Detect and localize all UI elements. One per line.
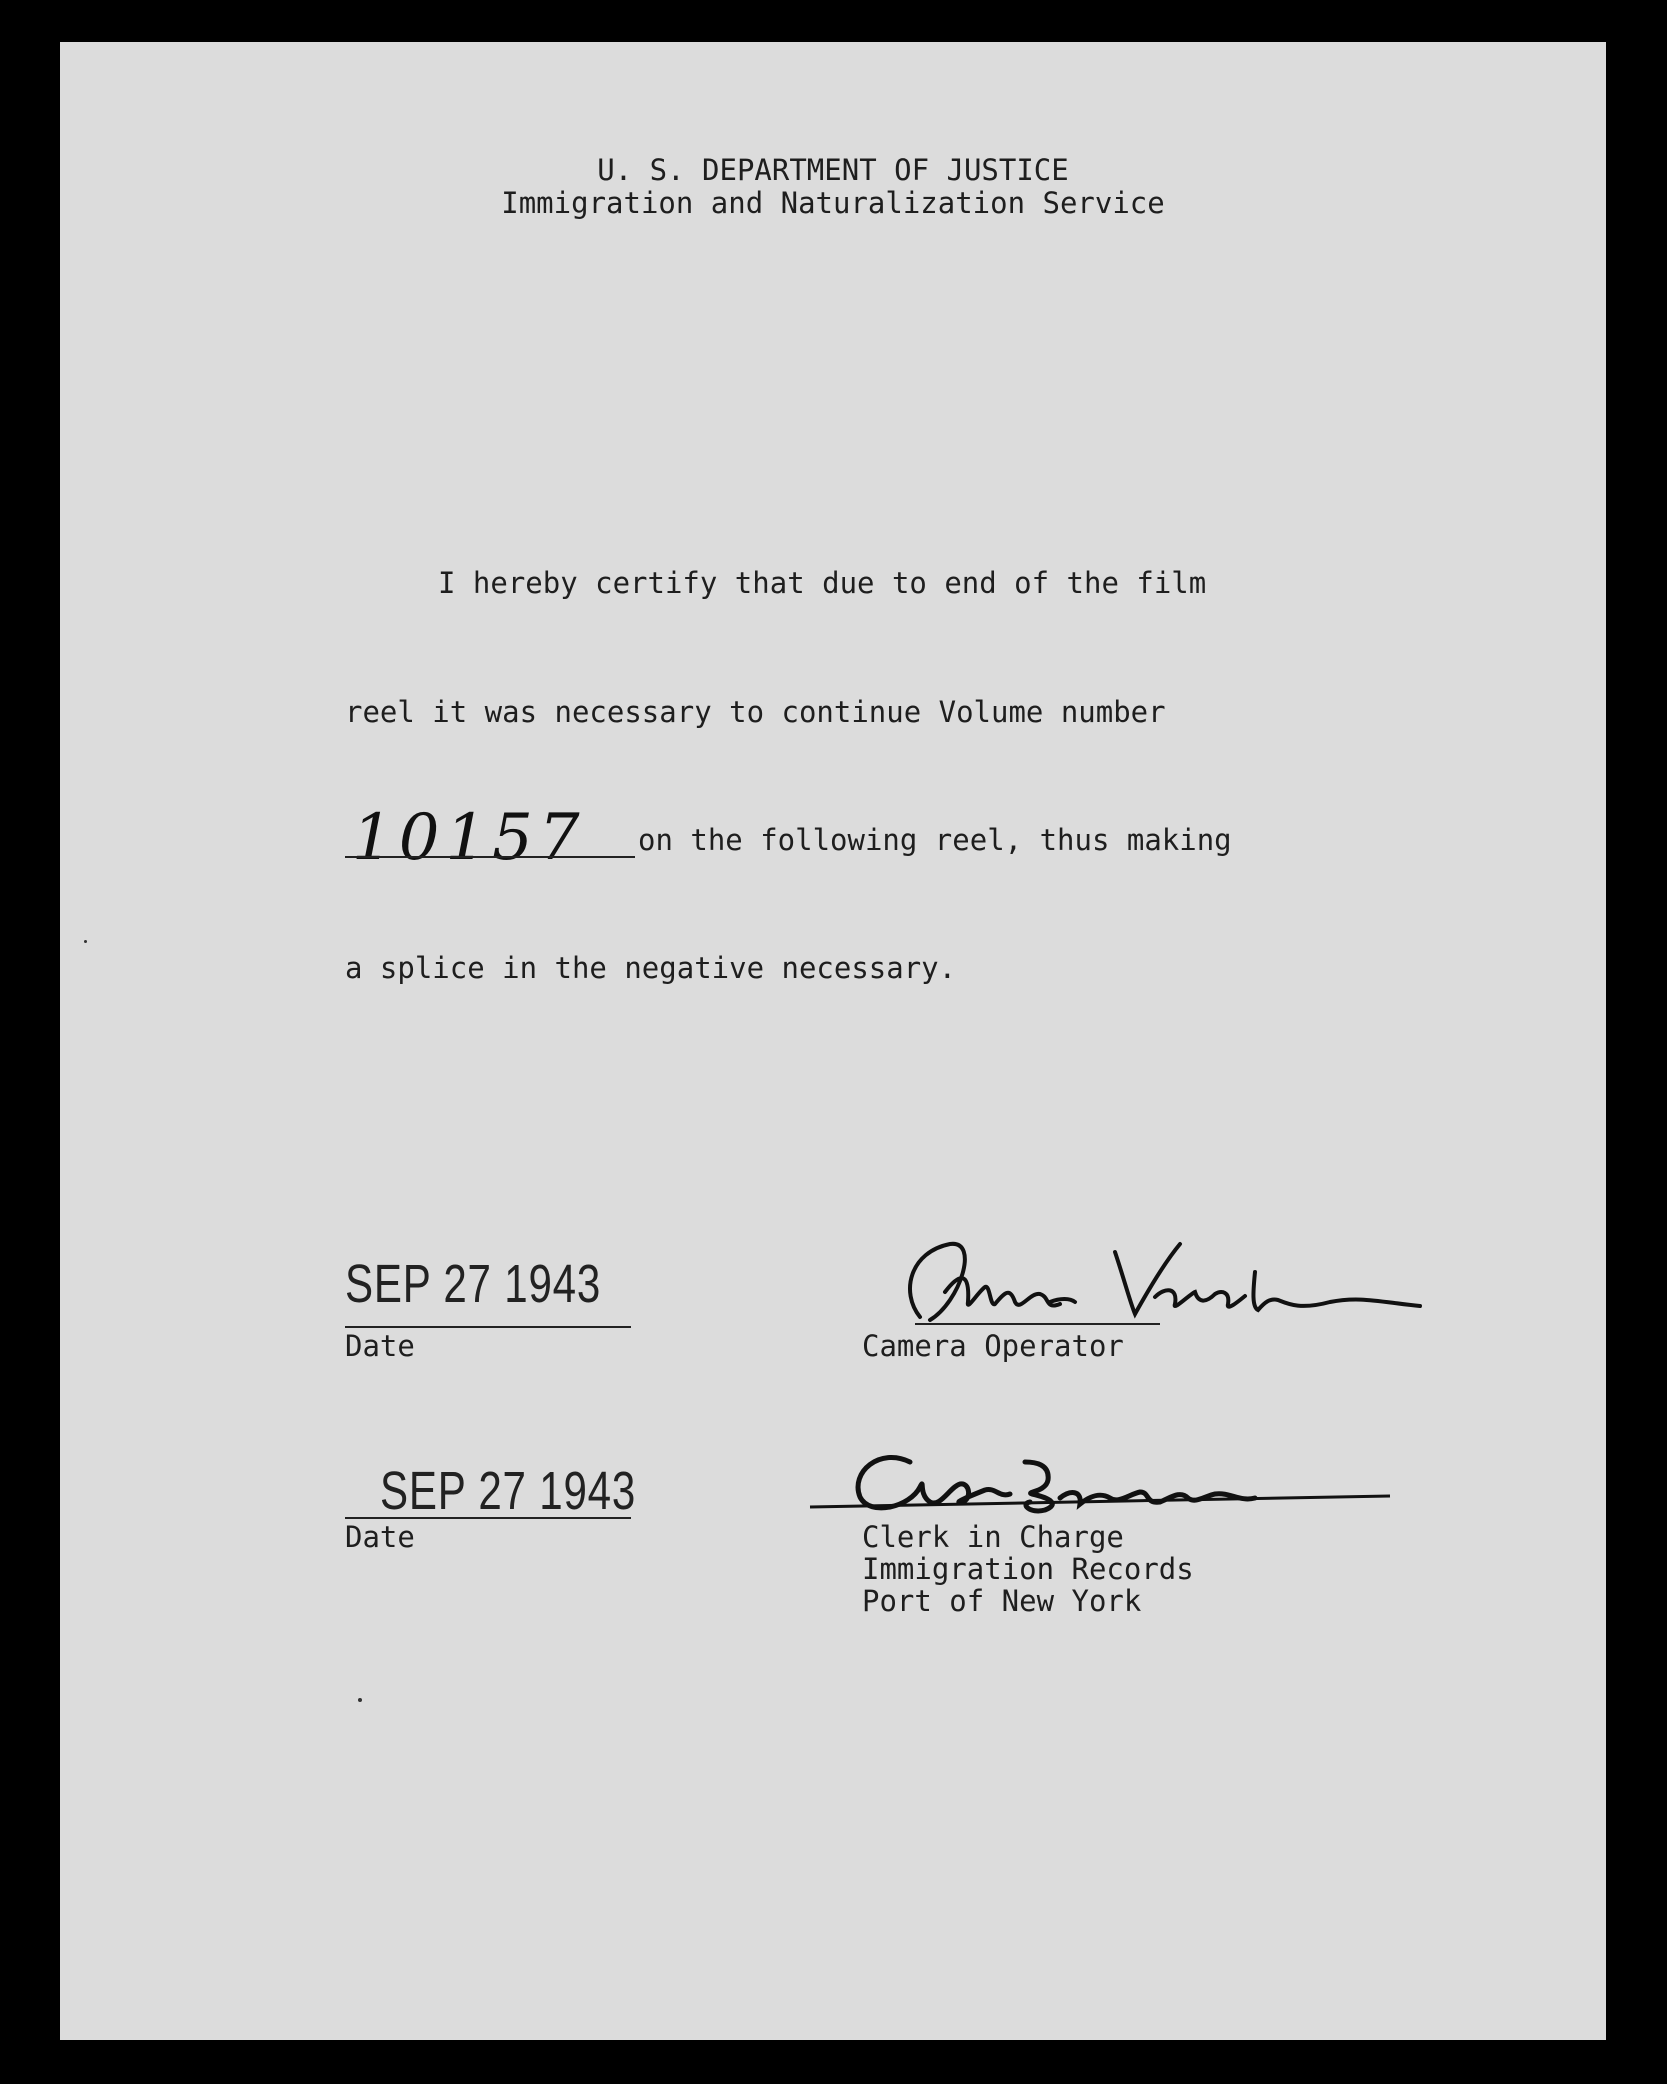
header-service: Immigration and Naturalization Service <box>501 186 1165 220</box>
body-line-1: I hereby certify that due to end of the film <box>438 566 1207 600</box>
clerk-title-1: Clerk in Charge <box>862 1520 1124 1554</box>
date-stamp-2: SEP 27 1943 <box>380 1461 637 1521</box>
date-line-2 <box>345 1517 631 1519</box>
volume-number-handwritten: 10157 <box>352 801 586 875</box>
clerk-title-2: Immigration Records <box>862 1552 1194 1586</box>
body-line-3: on the following reel, thus making <box>638 823 1232 857</box>
date-label-2: Date <box>345 1520 415 1554</box>
body-line-2: reel it was necessary to continue Volume number <box>345 695 1166 729</box>
header-department: U. S. DEPARTMENT OF JUSTICE <box>597 153 1069 187</box>
paper-speck <box>358 1698 362 1702</box>
date-stamp-1: SEP 27 1943 <box>345 1254 602 1314</box>
clerk-signature <box>800 1432 1420 1532</box>
date-label-1: Date <box>345 1329 415 1363</box>
clerk-title-3: Port of New York <box>862 1584 1142 1618</box>
document-page <box>60 42 1606 2040</box>
paper-speck <box>84 940 87 943</box>
volume-number-blank <box>345 856 635 858</box>
body-line-4: a splice in the negative necessary. <box>345 951 957 985</box>
date-line-1 <box>345 1326 631 1328</box>
camera-operator-signature <box>860 1232 1440 1342</box>
camera-operator-label: Camera Operator <box>862 1329 1124 1363</box>
